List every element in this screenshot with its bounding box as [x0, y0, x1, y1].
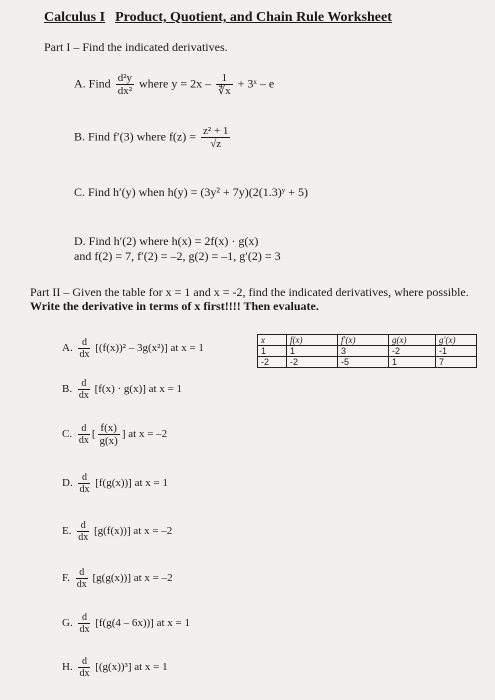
- ddx-num: d: [76, 567, 88, 579]
- part1-problem-d-line2: and f(2) = 7, f′(2) = –2, g(2) = –1, g′(2) = 3: [74, 249, 281, 263]
- item-expression: ] at x = –2: [121, 428, 168, 441]
- table-header: g′(x): [436, 335, 477, 346]
- derivative-operator: [78, 472, 90, 495]
- frac-den: ∜x: [218, 85, 231, 97]
- derivative-operator: [78, 612, 90, 635]
- table-cell: 1: [258, 346, 287, 357]
- derivative-operator: [78, 337, 90, 360]
- table-header: g(x): [389, 335, 436, 346]
- table-header: f′(x): [338, 335, 389, 346]
- part2-intro: [30, 285, 470, 313]
- part2-item-b: [62, 378, 182, 401]
- derivative-operator: [78, 656, 90, 679]
- item-expression: [f(g(4 – 6x))] at x = 1: [95, 617, 190, 630]
- part1-problem-c: C. Find h′(y) when h(y) = (3y² + 7y)(2(1.3)ʸ + 5): [74, 185, 309, 199]
- item-expression: [f(x) · g(x)] at x = 1: [94, 383, 183, 396]
- item-expression: [(g(x))³] at x = 1: [95, 661, 168, 674]
- ddx-den: dx: [78, 532, 89, 543]
- item-label: D.: [62, 477, 73, 490]
- part1-problem-a: [74, 72, 274, 97]
- derivative-operator: [78, 423, 90, 446]
- second-derivative-fraction: [116, 72, 134, 97]
- frac-num: d²y: [117, 72, 132, 84]
- table-row: [258, 346, 477, 357]
- frac-num: 1: [216, 72, 233, 85]
- table-cell: -2: [258, 357, 287, 368]
- table-cell: 7: [436, 357, 477, 368]
- part1-problem-b: [74, 125, 232, 150]
- ddx-num: d: [78, 656, 90, 668]
- table-cell: -1: [436, 346, 477, 357]
- derivative-operator: [77, 520, 89, 543]
- ddx-den: dx: [78, 390, 89, 401]
- problem-b-fraction: [201, 125, 230, 150]
- table-header: x: [258, 335, 287, 346]
- ddx-num: d: [78, 378, 90, 390]
- table-header: f(x): [287, 335, 338, 346]
- table-cell: 3: [338, 346, 389, 357]
- table-cell: -2: [389, 346, 436, 357]
- ddx-num: d: [78, 423, 90, 435]
- part1-heading: Part I – Find the indicated derivatives.: [44, 40, 228, 54]
- values-table: [257, 334, 477, 368]
- part1-problem-d-line1: D. Find h′(2) where h(x) = 2f(x) · g(x): [74, 234, 259, 248]
- root-fraction: [216, 72, 233, 97]
- item-label: A.: [62, 342, 73, 355]
- quotient-fraction: [98, 422, 120, 447]
- item-label: H.: [62, 661, 73, 674]
- frac-den: dx²: [117, 85, 132, 97]
- frac-den: g(x): [99, 435, 118, 447]
- table-header-row: [258, 335, 477, 346]
- problem-b-lead: B. Find f′(3) where f(z) =: [74, 129, 197, 144]
- item-expression: [(f(x))² – 3g(x²)] at x = 1: [95, 342, 204, 355]
- problem-a-where: where y = 2x –: [139, 76, 212, 91]
- part2-item-c: C. $\frac{d}{dx}$ [ $\frac{f(x)}{g(x)}$ ] at x = –2: [62, 422, 168, 447]
- part2-item-f: [62, 567, 173, 590]
- derivative-operator: [78, 378, 90, 401]
- problem-a-tail: + 3ˣ – e: [237, 76, 275, 91]
- item-label: G.: [62, 617, 73, 630]
- course-name: Calculus I: [44, 10, 106, 25]
- part2-intro-text: Part II – Given the table for x = 1 and x = -2, find the indicated derivatives, where possible.: [30, 285, 469, 299]
- ddx-den: dx: [79, 349, 90, 360]
- derivative-operator: [76, 567, 88, 590]
- ddx-den: dx: [79, 668, 90, 679]
- part2-item-h: [62, 656, 168, 679]
- part2-intro-bold: Write the derivative in terms of x first!!!! Then evaluate.: [30, 299, 319, 313]
- item-label: B.: [62, 383, 73, 396]
- item-expression: [f(g(x))] at x = 1: [95, 477, 168, 490]
- table-cell: 1: [389, 357, 436, 368]
- worksheet-name: Product, Quotient, and Chain Rule Worksheet: [115, 10, 392, 25]
- item-label: E.: [62, 525, 72, 538]
- ddx-den: dx: [79, 624, 90, 635]
- ddx-den: dx: [76, 579, 87, 590]
- part2-item-d: [62, 472, 168, 495]
- table-cell: 1: [287, 346, 338, 357]
- item-expression: [g(f(x))] at x = –2: [93, 525, 173, 538]
- ddx-den: dx: [78, 435, 89, 446]
- part2-item-a: [62, 337, 204, 360]
- item-label: F.: [62, 572, 70, 585]
- ddx-num: d: [78, 612, 90, 624]
- frac-den: √z: [210, 138, 222, 150]
- ddx-num: d: [78, 472, 90, 484]
- ddx-num: d: [77, 520, 89, 532]
- table-cell: -5: [338, 357, 389, 368]
- ddx-num: d: [78, 337, 90, 349]
- frac-num: f(x): [98, 422, 120, 435]
- part2-item-g: [62, 612, 190, 635]
- ddx-den: dx: [79, 484, 90, 495]
- item-label: C.: [62, 428, 73, 441]
- item-expression: [g(g(x))] at x = –2: [92, 572, 173, 585]
- table-cell: -2: [287, 357, 338, 368]
- problem-a-lead: A. Find: [74, 76, 111, 91]
- worksheet-title: [44, 10, 392, 26]
- table-row: [258, 357, 477, 368]
- part2-item-e: [62, 520, 172, 543]
- frac-num: z² + 1: [203, 125, 229, 137]
